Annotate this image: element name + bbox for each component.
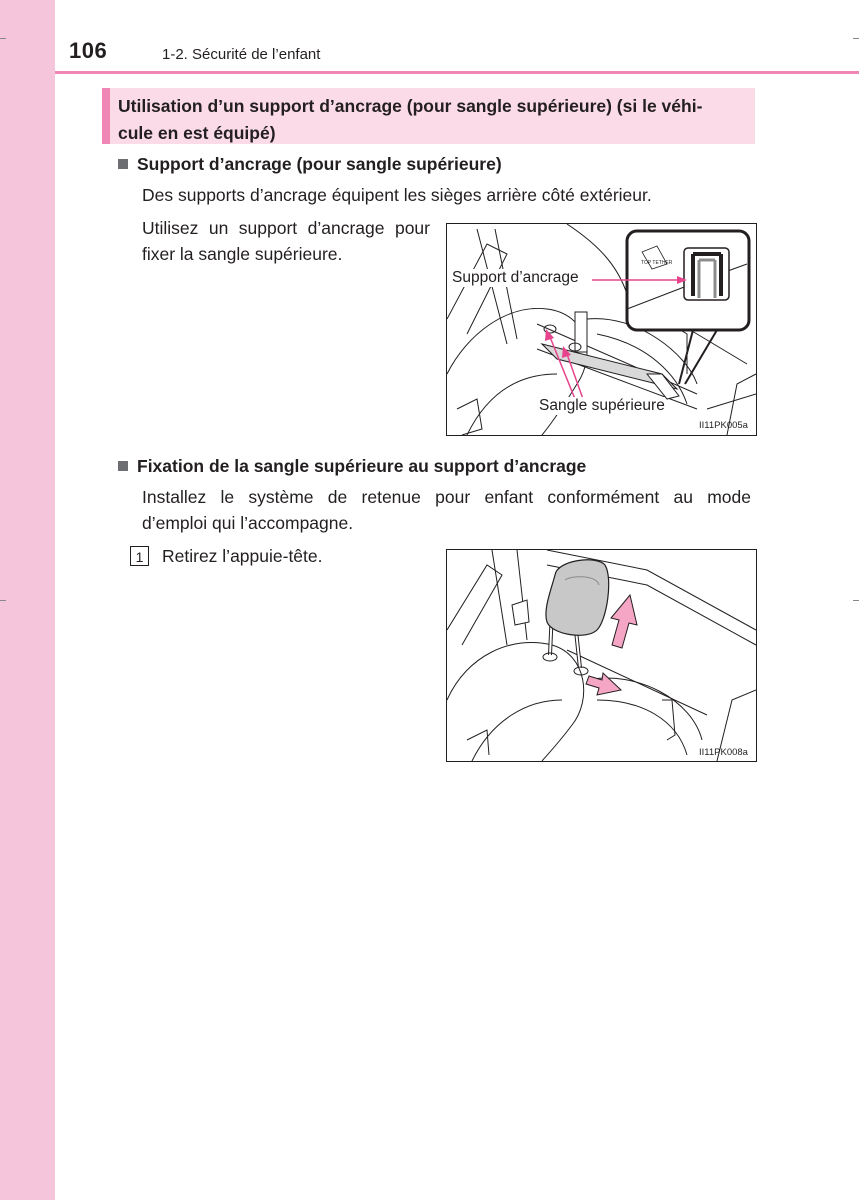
attach-text-line-1: Installez le système de retenue pour enfant conformément au mode	[142, 487, 751, 507]
title-line-1: Utilisation d’un support d’ancrage (pour sangle supérieure) (si le véhi-	[118, 96, 703, 116]
section-reference: 1-2. Sécurité de l’enfant	[162, 46, 321, 63]
square-bullet-icon	[118, 159, 128, 169]
subheading-text: Support d’ancrage (pour sangle supérieure)	[137, 154, 502, 174]
step-1-text: Retirez l’appuie-tête.	[162, 546, 323, 566]
step-number-badge: 1	[130, 546, 149, 566]
attach-text-line-2: d’emploi qui l’accompagne.	[142, 513, 354, 533]
subheading-attach-strap	[118, 456, 586, 477]
anchor-usage-line-2: fixer la sangle supérieure.	[142, 244, 343, 264]
square-bullet-icon	[118, 461, 128, 471]
side-color-band	[0, 0, 55, 1200]
figure-remove-headrest	[446, 549, 757, 762]
headrest-removal-illustration	[447, 550, 756, 761]
anchor-bracket-callout: Support d’ancrage	[452, 269, 579, 286]
header-rule	[55, 71, 859, 74]
anchor-usage-line-1: Utilisez un support d’ancrage pour	[142, 218, 430, 238]
page-number: 106	[69, 38, 108, 63]
crop-mark	[853, 600, 859, 601]
crop-mark	[0, 600, 6, 601]
crop-mark	[0, 38, 6, 39]
subheading-anchor-bracket	[118, 154, 502, 175]
figure-code: II11PK008a	[699, 747, 748, 758]
section-title-box	[102, 88, 755, 144]
anchor-intro-text: Des supports d’ancrage équipent les sièges arrière côté extérieur.	[142, 185, 652, 205]
title-line-2: cule en est équipé)	[118, 123, 276, 143]
svg-text:TOP TETHER: TOP TETHER	[641, 260, 673, 266]
figure-anchor-bracket	[446, 223, 757, 436]
crop-mark	[853, 38, 859, 39]
figure-code: II11PK005a	[699, 420, 748, 431]
subheading-text: Fixation de la sangle supérieure au support d’ancrage	[137, 456, 587, 476]
top-strap-callout: Sangle supérieure	[539, 397, 665, 414]
